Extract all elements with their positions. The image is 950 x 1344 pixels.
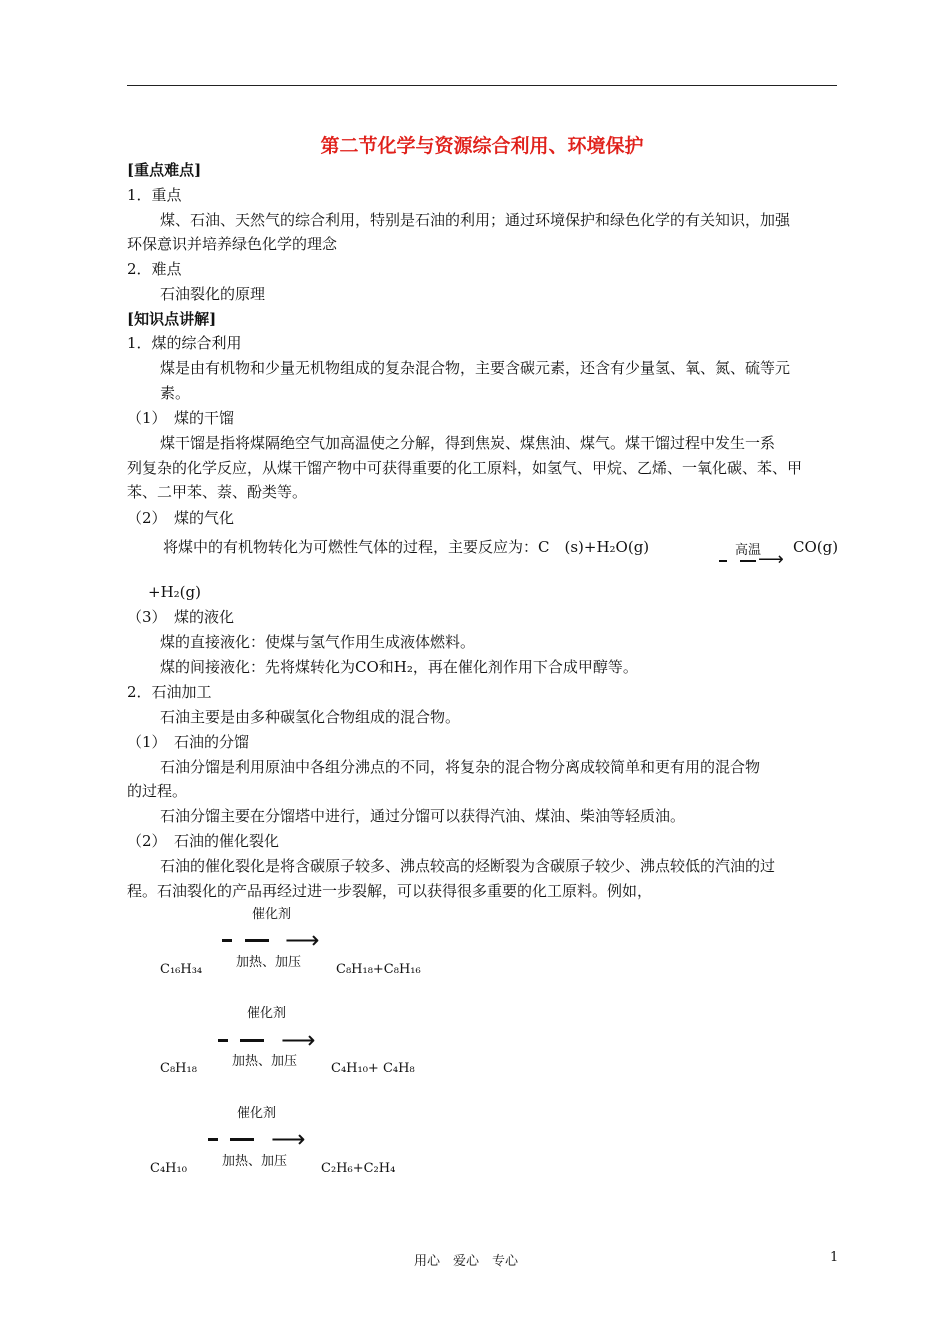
reaction-dash: [208, 1138, 218, 1141]
item-heading: （2） 石油的催化裂化: [127, 832, 280, 850]
paragraph-line: 煤的间接液化：先将煤转化为CO和H₂，再在催化剂作用下合成甲醇等。: [160, 658, 638, 676]
item-heading: （2） 煤的气化: [127, 509, 235, 527]
reaction-product: CO(g): [793, 538, 839, 556]
product: C₄H₁₀+ C₄H₈: [331, 1061, 415, 1076]
paragraph-line: 的过程。: [127, 782, 188, 800]
subsection-title: 2．石油加工: [127, 683, 212, 701]
right-arrow-icon: ⟶: [758, 549, 784, 570]
section-heading-knowledge: [知识点讲解]: [127, 310, 217, 328]
page-title: 第二节化学与资源综合利用、环境保护: [320, 135, 644, 157]
paragraph-line: 煤干馏是指将煤隔绝空气加高温使之分解，得到焦炭、煤焦油、煤气。煤干馏过程中发生一系: [160, 434, 776, 452]
catalyst-label: 催化剂: [237, 1106, 277, 1121]
reaction-dash: [719, 560, 727, 562]
paragraph-line: 程。石油裂化的产品再经过进一步裂解，可以获得很多重要的化工原料。例如，: [127, 882, 653, 900]
paragraph-line: 石油分馏主要在分馏塔中进行，通过分馏可以获得汽油、煤油、柴油等轻质油。: [160, 807, 686, 825]
subsection-title: 1．煤的综合利用: [127, 334, 242, 352]
reaction-dash: [230, 1138, 254, 1141]
paragraph-line: 煤是由有机物和少量无机物组成的复杂混合物，主要含碳元素，还含有少量氢、氧、氮、硫等元: [160, 359, 791, 377]
right-arrow-icon: ⟶: [285, 926, 320, 954]
reaction-condition: 高温: [735, 543, 762, 558]
reactant: C₄H₁₀: [150, 1161, 187, 1176]
condition-label: 加热、加压: [222, 1154, 288, 1169]
footer-motto: 用心 爱心 专心: [414, 1254, 519, 1269]
paragraph-line: 素。: [160, 384, 191, 402]
right-arrow-icon: ⟶: [271, 1125, 306, 1153]
reaction-dash: [240, 1039, 264, 1042]
right-arrow-icon: ⟶: [281, 1026, 316, 1054]
paragraph-line: 煤的直接液化：使煤与氢气作用生成液体燃料。: [160, 633, 476, 651]
catalyst-label: 催化剂: [247, 1006, 287, 1021]
page-number: 1: [830, 1250, 839, 1265]
item-heading: （1） 煤的干馏: [127, 409, 235, 427]
paragraph-line: 石油分馏是利用原油中各组分沸点的不同，将复杂的混合物分离成较简单和更有用的混合物: [160, 758, 761, 776]
condition-label: 加热、加压: [236, 955, 302, 970]
reaction-dash: [245, 939, 269, 942]
reaction-dash: [740, 560, 756, 562]
paragraph-line: 石油主要是由多种碳氢化合物组成的混合物。: [160, 708, 461, 726]
key-point-text: 环保意识并培养绿色化学的理念: [127, 235, 338, 253]
product: C₂H₆+C₂H₄: [321, 1161, 396, 1176]
reaction-product: +H₂(g): [148, 583, 201, 601]
section-heading-key-points: [重点难点]: [127, 161, 202, 179]
paragraph-line: 列复杂的化学反应，从煤干馏产物中可获得重要的化工原料，如氢气、甲烷、乙烯、一氧化碳、苯、甲: [127, 459, 803, 477]
reaction-dash: [218, 1039, 228, 1042]
catalyst-label: 催化剂: [252, 907, 292, 922]
item-heading: （1） 石油的分馏: [127, 733, 250, 751]
key-point-label: 1．重点: [127, 186, 182, 204]
header-rule: [127, 85, 837, 86]
key-point-text: 煤、石油、天然气的综合利用，特别是石油的利用；通过环境保护和绿色化学的有关知识，加强: [160, 211, 791, 229]
difficulty-label: 2．难点: [127, 260, 182, 278]
difficulty-text: 石油裂化的原理: [160, 285, 266, 303]
condition-label: 加热、加压: [232, 1054, 298, 1069]
paragraph-line: 石油的催化裂化是将含碳原子较多、沸点较高的烃断裂为含碳原子较少、沸点较低的汽油的过: [160, 857, 776, 875]
reactant: C₈H₁₈: [160, 1061, 197, 1076]
reactant: C₁₆H₃₄: [160, 962, 203, 977]
reaction-text: 将煤中的有机物转化为可燃性气体的过程，主要反应为：C (s)+H₂O(g): [163, 538, 650, 556]
product: C₈H₁₈+C₈H₁₆: [336, 962, 421, 977]
item-heading: （3） 煤的液化: [127, 608, 235, 626]
paragraph-line: 苯、二甲苯、萘、酚类等。: [127, 483, 308, 501]
reaction-dash: [222, 939, 232, 942]
